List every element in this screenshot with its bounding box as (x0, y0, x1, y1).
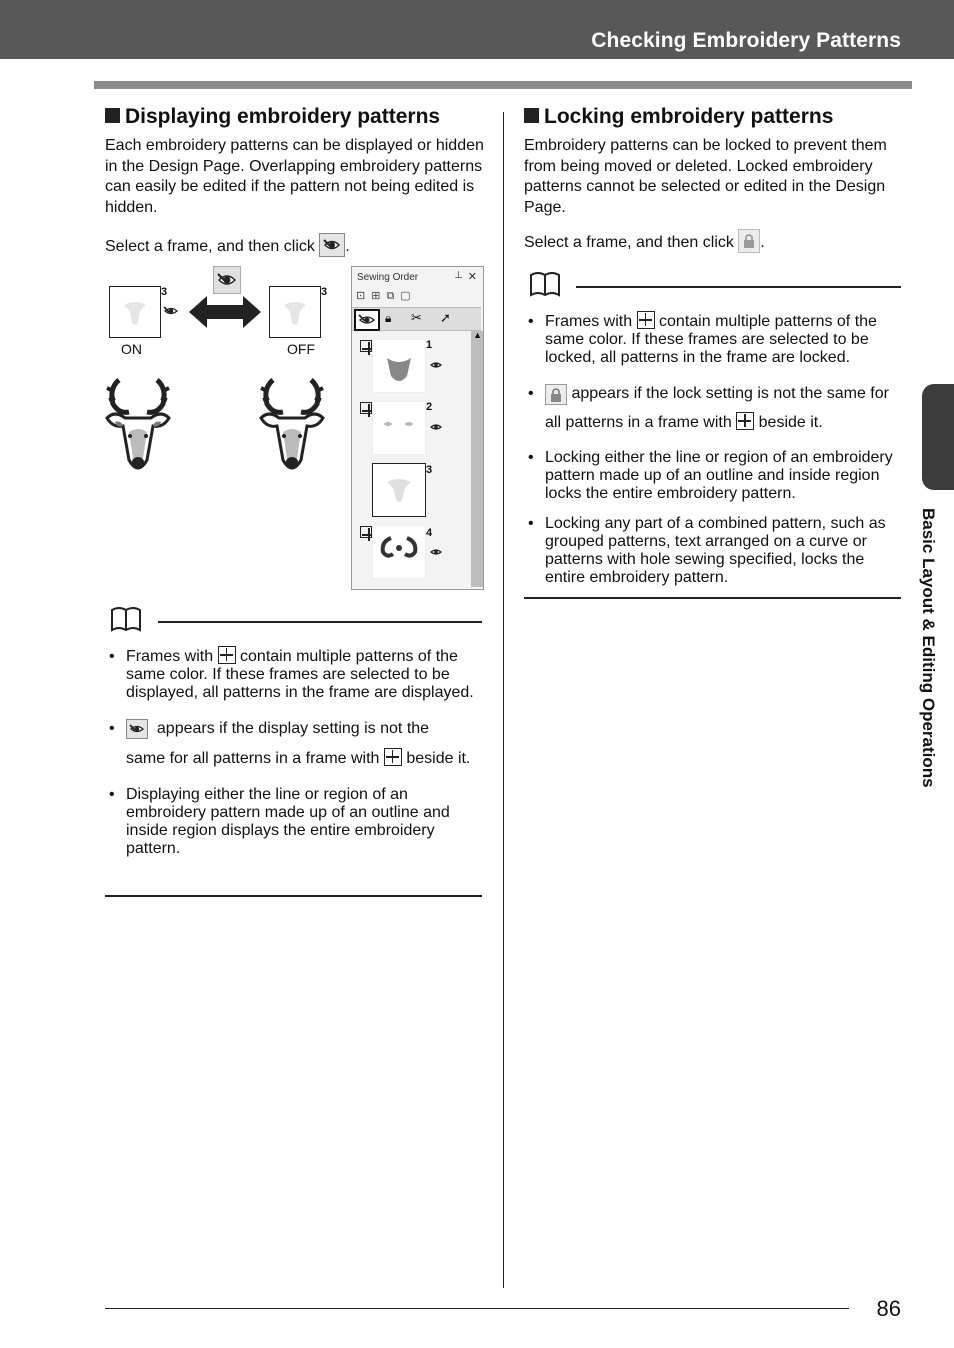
eye-on-icon (163, 305, 179, 317)
deer-pattern-on (105, 374, 171, 478)
sewing-item-number-2: 2 (426, 401, 433, 413)
off-label: OFF (287, 341, 315, 357)
note-top-rule (576, 286, 901, 288)
group-frame-icon[interactable] (360, 340, 372, 352)
right-note-2: • appears if the lock setting is not the same for all patterns in a frame with beside it. (524, 379, 901, 437)
left-instruction-text: Select a frame, and then click (105, 238, 315, 256)
panel-toolbar-row-1 (356, 289, 478, 305)
sewing-item-number-1: 1 (426, 339, 433, 351)
multi-pattern-frame-icon (736, 412, 754, 430)
sewing-item-number-3: 3 (426, 464, 433, 476)
frame-number-off: 3 (321, 286, 328, 298)
left-section-title-text: Displaying embroidery patterns (125, 105, 441, 128)
left-notes-list (105, 648, 482, 870)
mixed-display-eye-icon (126, 719, 148, 739)
chapter-side-tab[interactable] (922, 384, 954, 490)
display-toggle-illustration (105, 264, 355, 484)
on-label: ON (121, 341, 142, 357)
pin-icon[interactable]: ⊥ (454, 270, 463, 281)
right-note-3: • Locking either the line or region of an embroidery pattern made up of an outline and inside region locks the entire embroidery pattern. (524, 449, 901, 503)
combine-icon[interactable]: ⧉ (386, 290, 401, 302)
right-section-title (524, 105, 833, 129)
mixed-lock-icon (545, 384, 567, 405)
deer-pattern-off (259, 374, 325, 478)
right-notes-list (524, 313, 901, 599)
page-number: 86 (876, 1296, 901, 1321)
multi-pattern-frame-icon (384, 748, 402, 766)
sewing-order-panel (351, 266, 484, 590)
sewing-item-2[interactable] (372, 401, 426, 455)
sewing-item-3[interactable] (372, 463, 426, 517)
left-section-title (105, 105, 440, 129)
left-instruction: Select a frame, and then click . (105, 235, 490, 259)
page-icon[interactable]: ▢ (400, 290, 417, 302)
lock-icon[interactable]: 🔒︎ (385, 311, 392, 325)
item-eye-icon[interactable] (429, 360, 443, 370)
scissors-icon[interactable]: ✂ (411, 310, 422, 325)
column-divider (503, 112, 504, 1288)
square-bullet-icon (524, 108, 539, 123)
right-note-4: • Locking any part of a combined pattern, such as grouped patterns, text arranged on a curve or patterns with hole sewing specified, locks the entire embroidery pattern. (524, 515, 901, 587)
group-frame-icon[interactable] (360, 526, 372, 538)
double-arrow-icon (187, 294, 263, 330)
right-instruction: Select a frame, and then click . (524, 231, 904, 255)
frame-number-on: 3 (161, 286, 168, 298)
display-eye-icon[interactable] (354, 309, 380, 331)
group-icon[interactable]: ⊞ (371, 290, 387, 302)
frame-on-thumbnail (109, 286, 161, 338)
note-book-icon (529, 271, 561, 298)
sewing-order-panel-title: Sewing Order (357, 272, 419, 283)
chapter-side-label: Basic Layout & Editing Operations (919, 508, 938, 788)
scroll-up-icon[interactable]: ▲ (473, 330, 482, 340)
item-eye-icon[interactable] (429, 422, 443, 432)
multi-pattern-frame-icon (218, 646, 236, 664)
panel-scrollbar[interactable] (471, 331, 483, 587)
multi-pattern-frame-icon (637, 311, 655, 329)
group-frame-icon[interactable] (360, 402, 372, 414)
pointer-icon[interactable]: ➚ (440, 310, 451, 325)
close-icon[interactable]: ✕ (467, 271, 477, 283)
left-note-3: • Displaying either the line or region of an embroidery pattern made up of an outline and inside region displays the entire embroidery pattern. (105, 786, 482, 858)
page-header-title: Checking Embroidery Patterns (591, 29, 901, 52)
lock-button-icon[interactable] (738, 229, 760, 253)
sewing-item-4[interactable] (372, 525, 426, 579)
left-intro: Each embroidery patterns can be displayed or hidden in the Design Page. Overlapping embroidery patterns can easily be edited if the pattern not being edited is hidden. (105, 137, 484, 216)
top-rule (94, 81, 912, 89)
footer-rule (105, 1308, 849, 1309)
sewing-item-number-4: 4 (426, 527, 433, 539)
square-bullet-icon (105, 108, 120, 123)
right-instruction-text: Select a frame, and then click (524, 234, 734, 252)
panel-toolbar-row-2 (352, 307, 481, 331)
item-eye-icon[interactable] (429, 547, 443, 557)
right-section-title-text: Locking embroidery patterns (544, 105, 834, 128)
display-toggle-eye-icon[interactable] (319, 233, 345, 257)
right-note-1: • Frames with contain multiple patterns of the same color. If these frames are selected to be locked, all patterns in the frame are locked. (524, 313, 901, 367)
note-bottom-rule (105, 895, 482, 897)
frame-off-thumbnail (269, 286, 321, 338)
eye-button-illustration (213, 266, 241, 294)
right-intro: Embroidery patterns can be locked to prevent them from being moved or deleted. Locked embroidery patterns cannot be selected or edited in the Design Page. (524, 137, 887, 216)
left-note-1: • Frames with contain multiple patterns of the same color. If these frames are selected to be displayed, all patterns in the frame are displayed. (105, 648, 482, 702)
zoom-frame-icon[interactable]: ⊡ (356, 290, 372, 302)
note-book-icon (110, 606, 142, 633)
note-bottom-rule (524, 597, 901, 599)
note-top-rule (158, 621, 482, 623)
left-note-2: • appears if the display setting is not the same for all patterns in a frame with beside it. (105, 714, 482, 774)
sewing-item-1[interactable] (372, 339, 426, 393)
